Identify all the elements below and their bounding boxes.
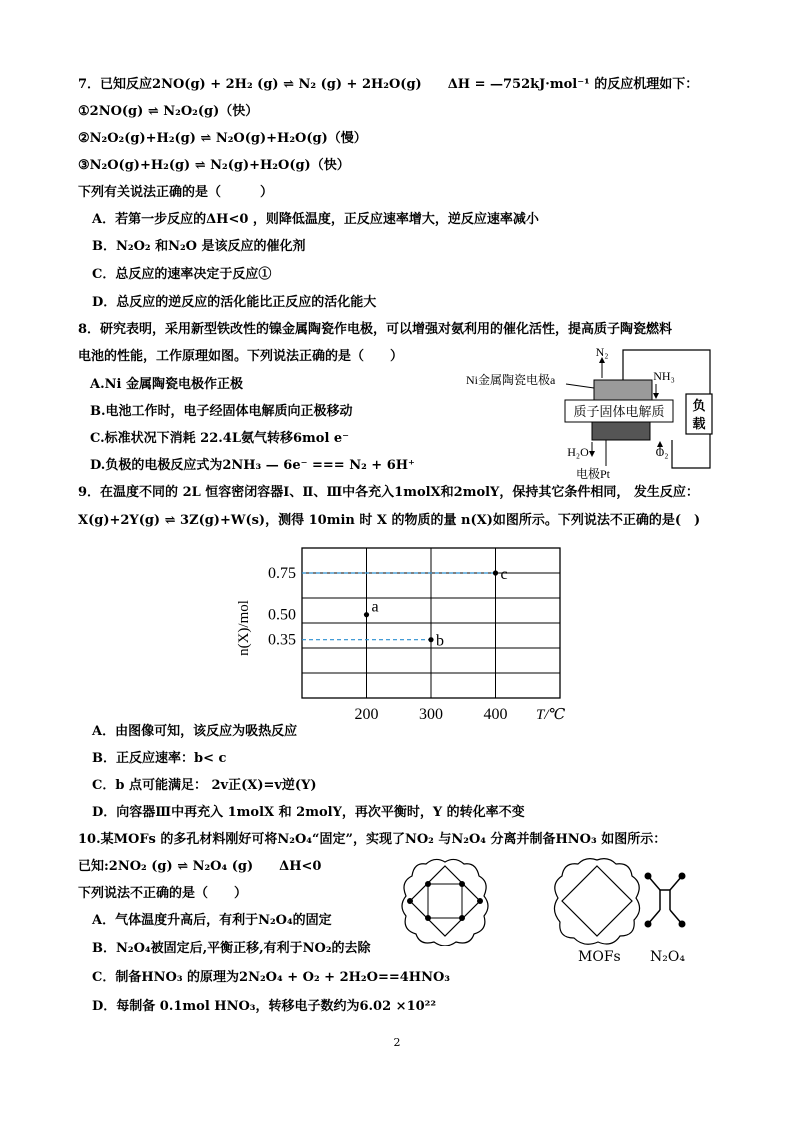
q7-option-d: D．总反应的逆反应的活化能比正反应的活化能大 <box>92 295 377 310</box>
q10-prompt: 下列说法不正确的是（ ） <box>78 886 248 901</box>
fuel-cell-diagram <box>460 344 720 484</box>
q9-option-a: A．由图像可知，该反应为吸热反应 <box>92 724 298 739</box>
q7-stem: 7．已知反应2NO(g) + 2H₂ (g) ⇌ N₂ (g) + 2H₂O(g) ΔH = —752kJ·mol⁻¹ 的反应机理如下： <box>78 77 699 92</box>
y-tick-label: 0.35 <box>268 631 296 649</box>
x-tick-label: 400 <box>483 706 508 723</box>
q8-option-b: B.电池工作时，电子经固体电解质向正极移动 <box>90 404 353 419</box>
q7-prompt: 下列有关说法正确的是（ ） <box>78 185 274 200</box>
q9-stem-line1: 9．在温度不同的 2L 恒容密闭容器Ⅰ、Ⅱ、Ⅲ中各充入1molX和2molY，保持其它条件相同， 发生反应： <box>78 485 699 500</box>
n2-label: N₂ <box>595 345 609 359</box>
q9-option-d: D．向容器Ⅲ中再充入 1molX 和 2molY，再次平衡时，Y 的转化率不变 <box>92 805 525 820</box>
y-tick-label: 0.75 <box>268 565 296 582</box>
q8-option-c: C.标准状况下消耗 22.4L氨气转移6mol e⁻ <box>90 431 350 446</box>
ni-electrode-label: Ni金属陶瓷电极a <box>466 373 556 387</box>
q7-step-2: ②N₂O₂(g)+H₂(g) ⇌ N₂O(g)+H₂O(g)（慢） <box>78 131 367 146</box>
pt-electrode <box>592 422 650 440</box>
q8-option-a: A.Ni 金属陶瓷电极作正极 <box>90 377 243 392</box>
chart-grid <box>302 548 560 698</box>
x-axis-label: T/℃ <box>536 707 566 723</box>
y-axis-label: n(X)/mol <box>236 600 252 656</box>
data-point-label-a: a <box>371 598 379 616</box>
q7-step-3: ③N₂O(g)+H₂(g) ⇌ N₂(g)+H₂O(g)（快） <box>78 158 350 173</box>
q7-option-b: B．N₂O₂ 和N₂O 是该反应的催化剂 <box>92 239 306 254</box>
x-tick-label: 300 <box>419 706 443 723</box>
n2o4-label: N₂O₄ <box>650 949 685 965</box>
o2-label: O₂ <box>655 445 669 459</box>
data-point-c <box>493 570 498 575</box>
data-point-a <box>364 612 369 617</box>
q10-option-c: C．制备HNO₃ 的原理为2N₂O₄ + O₂ + 2H₂O==4HNO₃ <box>92 970 450 985</box>
q8-stem-line2: 电池的性能，工作原理如图。下列说法正确的是（ ） <box>78 349 404 364</box>
load-label-1: 负 <box>692 398 706 413</box>
q9-stem-line2: X(g)+2Y(g) ⇌ 3Z(g)+W(s)，测得 10min 时 X 的物质的量 n(X)如图所示。下列说法不正确的是( ) <box>78 513 701 528</box>
q7-option-c: C．总反应的速率决定于反应① <box>92 267 272 282</box>
q10-option-d: D．每制备 0.1mol HNO₃，转移电子数约为6.02 ×10²² <box>92 999 437 1014</box>
load-label-2: 载 <box>692 416 706 431</box>
electrolyte-label: 质子固体电解质 <box>573 404 665 419</box>
ni-electrode <box>594 380 652 400</box>
mofs-structure-figure <box>400 856 490 946</box>
mofs-figure <box>552 856 642 946</box>
q9-option-b: B．正反应速率：b< c <box>92 751 227 766</box>
nx-temperature-chart <box>230 538 570 728</box>
q8-stem-line1: 8．研究表明，采用新型铁改性的镍金属陶瓷作电极，可以增强对氨利用的催化活性，提高质子陶瓷燃料 <box>78 322 673 337</box>
x-tick-label: 200 <box>354 706 379 723</box>
q10-option-b: B．N₂O₄被固定后,平衡正移,有利于NO₂的去除 <box>92 941 371 956</box>
q7-step-1: ①2NO(g) ⇌ N₂O₂(g)（快） <box>78 104 259 119</box>
mofs-label: MOFs <box>578 949 621 965</box>
q10-option-a: A．气体温度升高后，有利于N₂O₄的固定 <box>92 913 332 928</box>
q9-option-c: C．b 点可能满足： 2v正(X)=v逆(Y) <box>92 778 317 793</box>
data-point-b <box>428 637 433 642</box>
q8-option-d: D.负极的电极反应式为2NH₃ — 6e⁻ === N₂ + 6H⁺ <box>90 458 415 473</box>
q7-option-a: A．若第一步反应的ΔH<0 ，则降低温度，正反应速率增大，逆反应速率减小 <box>92 212 539 227</box>
y-tick-label: 0.50 <box>268 606 296 624</box>
pt-electrode-label: 电极Pt <box>576 467 611 481</box>
nh3-label: NH₃ <box>653 369 675 383</box>
data-point-label-b: b <box>436 632 444 650</box>
q10-known: 已知:2NO₂ (g) ⇌ N₂O₄ (g) ΔH<0 <box>78 859 322 874</box>
n2o4-molecule-icon <box>640 870 690 930</box>
q10-stem: 10.某MOFs 的多孔材料刚好可将N₂O₄“固定”，实现了NO₂ 与N₂O₄ 分离并制备HNO₃ 如图所示： <box>78 832 667 847</box>
page-number: 2 <box>393 1036 401 1049</box>
data-point-label-c: c <box>500 566 508 583</box>
h2o-label: H₂O <box>567 445 589 459</box>
